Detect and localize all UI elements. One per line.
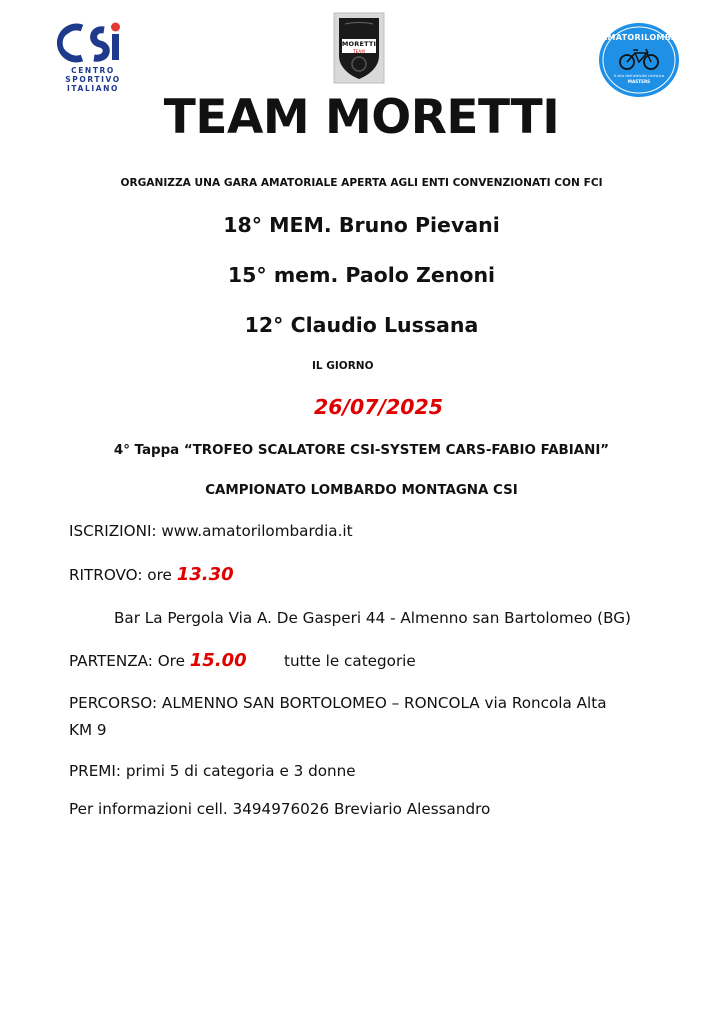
organizer-subtitle: ORGANIZZA UNA GARA AMATORIALE APERTA AGLI ENTI CONVENZIONATI CON FCI bbox=[120, 177, 603, 189]
race-date: 26/07/2025 bbox=[313, 395, 444, 419]
registration-line: ISCRIZIONI: www.amatorilombardia.it bbox=[69, 522, 353, 540]
date-label: IL GIORNO bbox=[312, 360, 374, 372]
prizes-line: PREMI: primi 5 di categoria e 3 donne bbox=[69, 762, 356, 780]
moretti-logo bbox=[333, 12, 385, 84]
moretti-shield-icon bbox=[333, 12, 385, 84]
amatori-logo-masters: MASTERS bbox=[627, 79, 651, 84]
contact-info: Per informazioni cell. 3494976026 Breviario Alessandro bbox=[69, 800, 491, 818]
start-line bbox=[69, 648, 247, 674]
meeting-address: Bar La Pergola Via A. De Gasperi 44 - Almenno san Bartolomeo (BG) bbox=[114, 609, 631, 627]
meeting-line bbox=[69, 562, 234, 588]
memorial-title-3: 12° Claudio Lussana bbox=[244, 313, 479, 337]
meeting-label: RITROVO: ore bbox=[69, 566, 177, 584]
moretti-logo-word: MORETTI bbox=[341, 40, 377, 48]
championship-title: CAMPIONATO LOMBARDO MONTAGNA CSI bbox=[205, 483, 518, 498]
meeting-time: 13.30 bbox=[176, 564, 234, 585]
trophy-stage: 4° Tappa “TROFEO SCALATORE CSI-SYSTEM CARS-FABIO FABIANI” bbox=[113, 443, 610, 458]
csi-logo bbox=[56, 20, 128, 92]
memorial-title-2: 15° mem. Paolo Zenoni bbox=[227, 263, 496, 287]
start-categories: tutte le categorie bbox=[284, 652, 416, 670]
csi-logo-text: CENTRO SPORTIVO ITALIANO bbox=[65, 66, 121, 93]
amatori-logo-title: AMATORILOMBARDIA bbox=[601, 33, 701, 42]
amatorilombardia-logo bbox=[597, 22, 701, 98]
route-distance: KM 9 bbox=[69, 721, 107, 739]
start-time: 15.00 bbox=[189, 650, 247, 671]
csi-mark-icon bbox=[56, 20, 128, 66]
memorial-title-1: 18° MEM. Bruno Pievani bbox=[223, 213, 500, 237]
amatori-logo-subtitle: Il sito dell'attività ciclistica bbox=[613, 73, 665, 78]
start-label: PARTENZA: Ore bbox=[69, 652, 190, 670]
page-title: TEAM MORETTI bbox=[163, 90, 560, 145]
moretti-logo-team: TEAM bbox=[353, 49, 365, 54]
route-line: PERCORSO: ALMENNO SAN BORTOLOMEO – RONCOLA via Roncola Alta bbox=[69, 694, 607, 712]
